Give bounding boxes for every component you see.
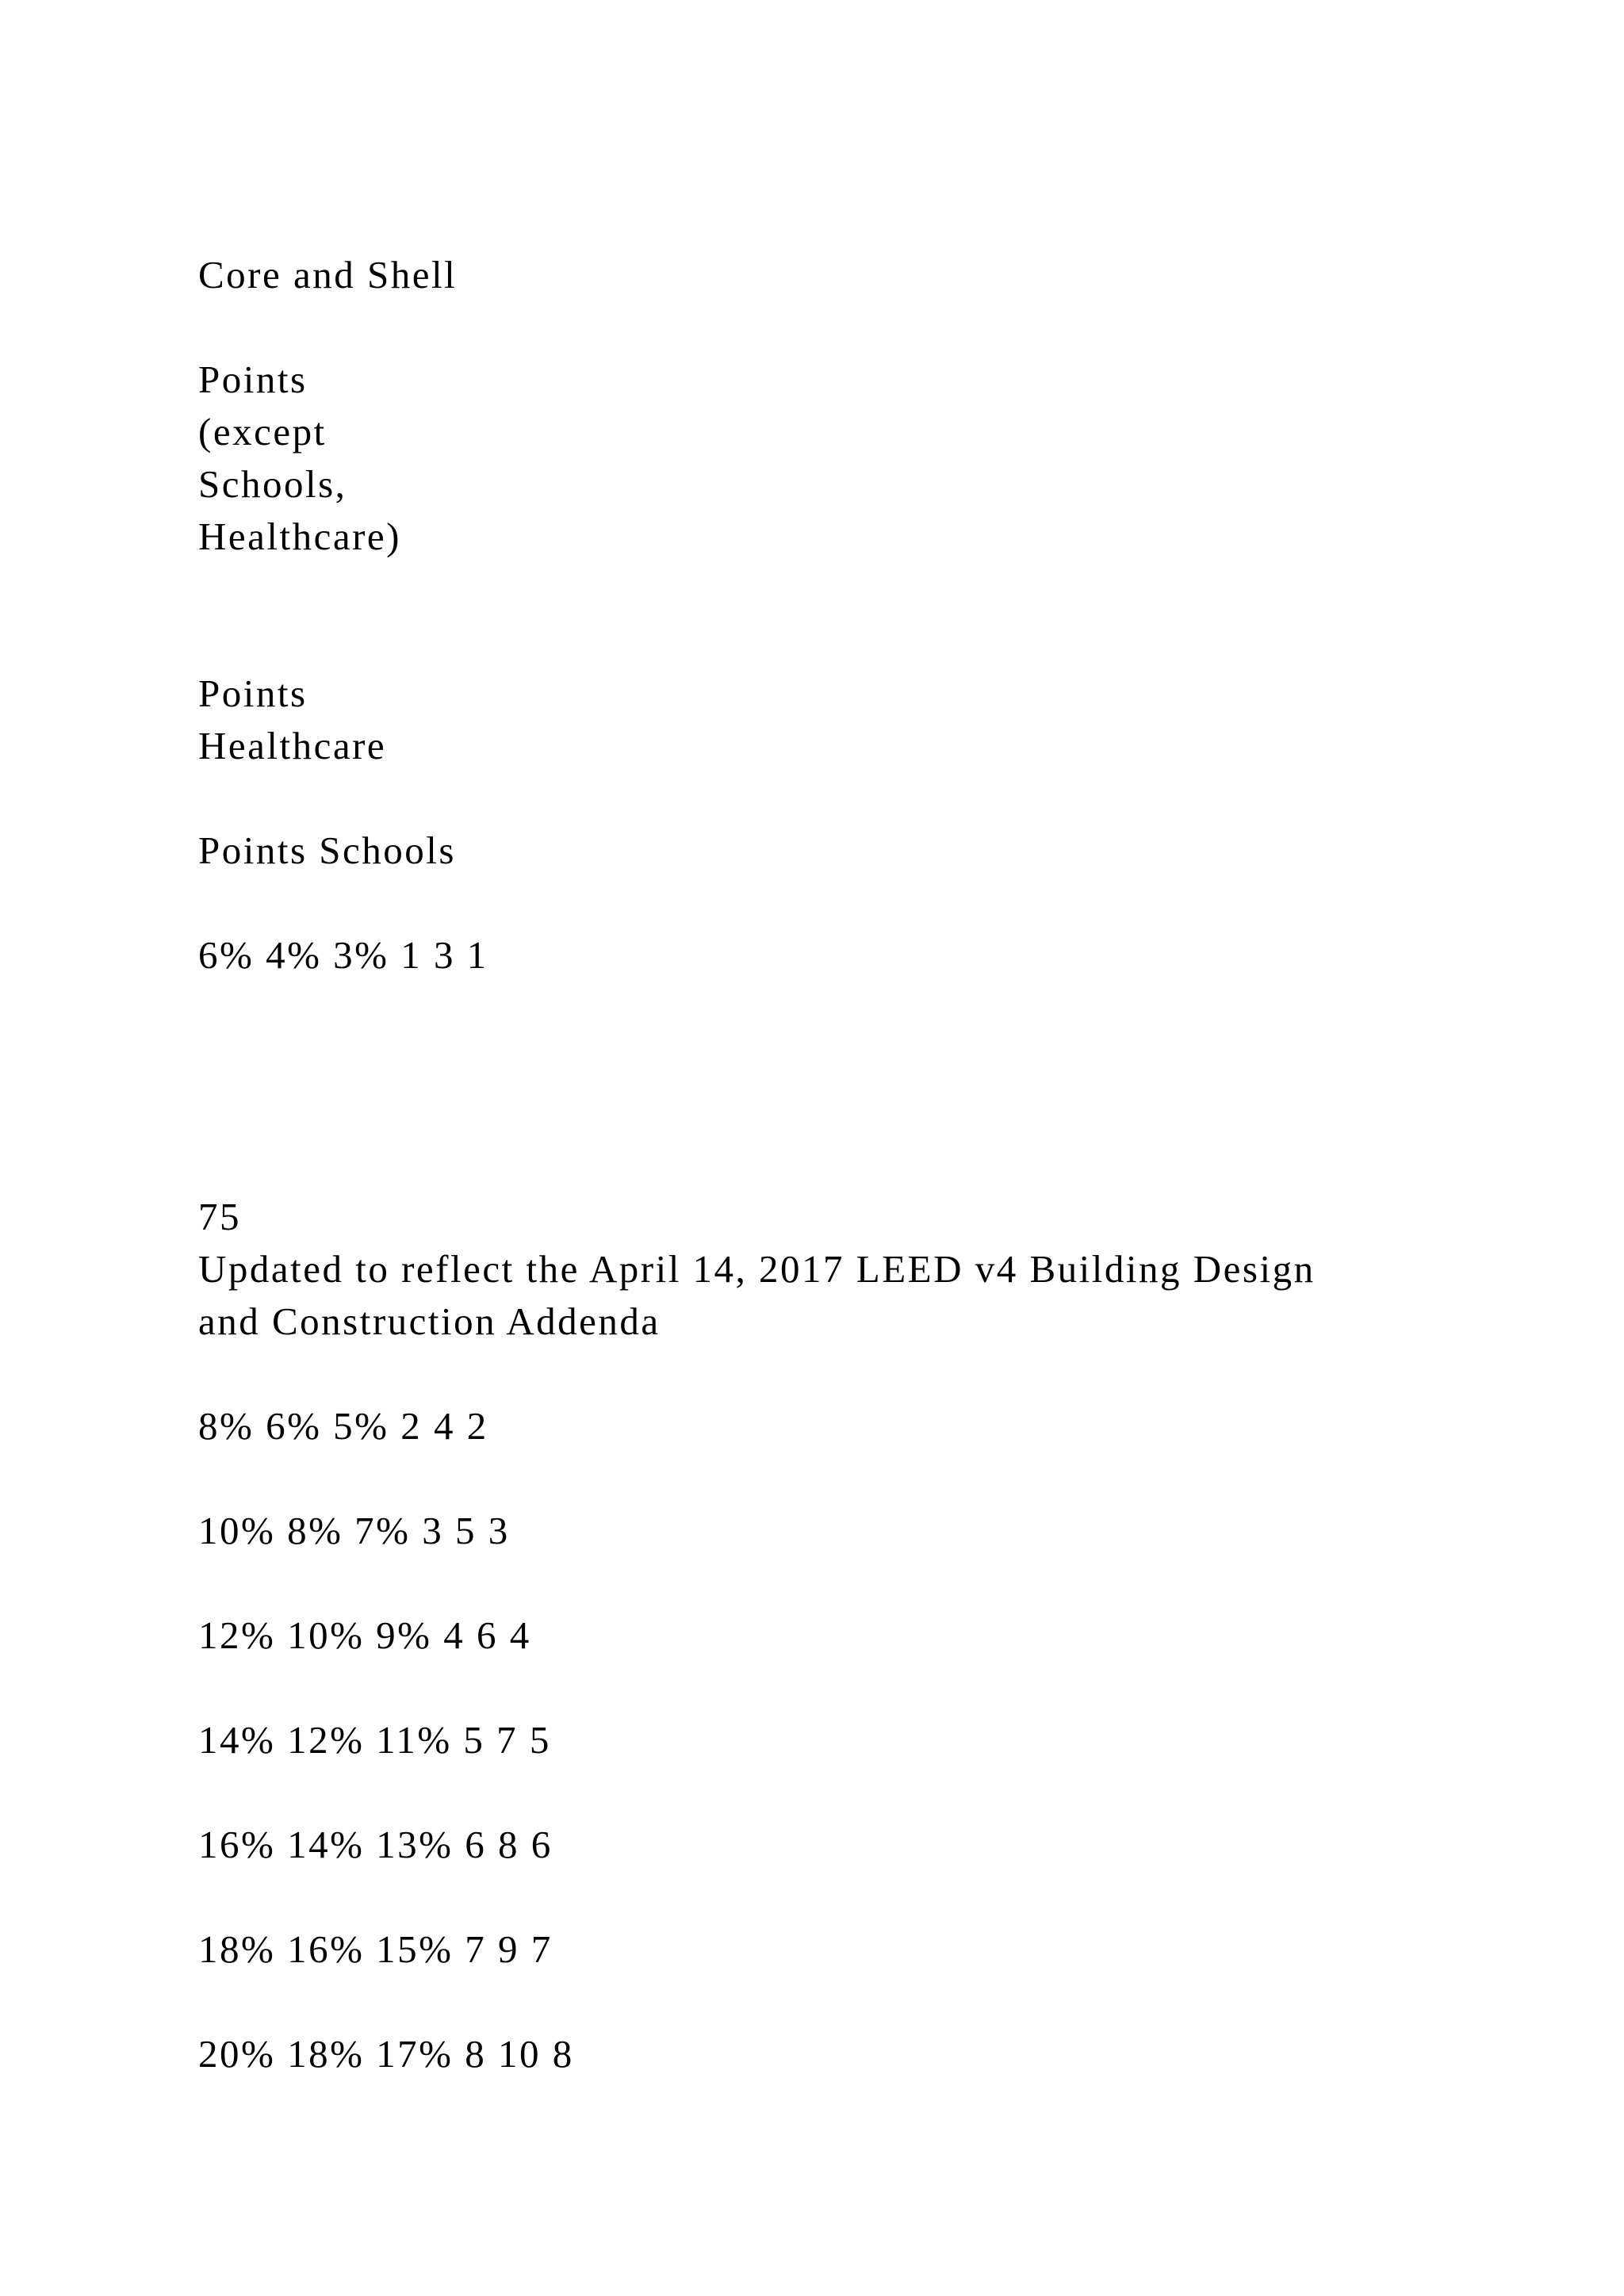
table-row-4: 12% 10% 9% 4 6 4: [198, 1613, 531, 1657]
header-points-except-line-4: Healthcare): [198, 515, 401, 558]
header-points-schools: Points Schools: [198, 828, 456, 872]
table-row-3: 10% 8% 7% 3 5 3: [198, 1509, 510, 1552]
table-row-6: 16% 14% 13% 6 8 6: [198, 1823, 553, 1866]
table-row-7: 18% 16% 15% 7 9 7: [198, 1927, 553, 1971]
table-row-5: 14% 12% 11% 5 7 5: [198, 1718, 551, 1762]
header-points-except-line-3: Schools,: [198, 462, 347, 506]
table-row-1: 6% 4% 3% 1 3 1: [198, 933, 488, 977]
footer-note-line-1: Updated to reflect the April 14, 2017 LEED v4 Building Design: [198, 1247, 1316, 1291]
header-points-healthcare-line-2: Healthcare: [198, 724, 387, 767]
page-number: 75: [198, 1195, 241, 1238]
header-points-except-line-2: (except: [198, 410, 327, 453]
header-points-healthcare-line-1: Points: [198, 672, 308, 715]
table-row-2: 8% 6% 5% 2 4 2: [198, 1404, 488, 1448]
header-points-except-line-1: Points: [198, 358, 308, 401]
header-core-and-shell: Core and Shell: [198, 253, 458, 297]
table-row-8: 20% 18% 17% 8 10 8: [198, 2032, 574, 2076]
footer-note-line-2: and Construction Addenda: [198, 1299, 661, 1343]
